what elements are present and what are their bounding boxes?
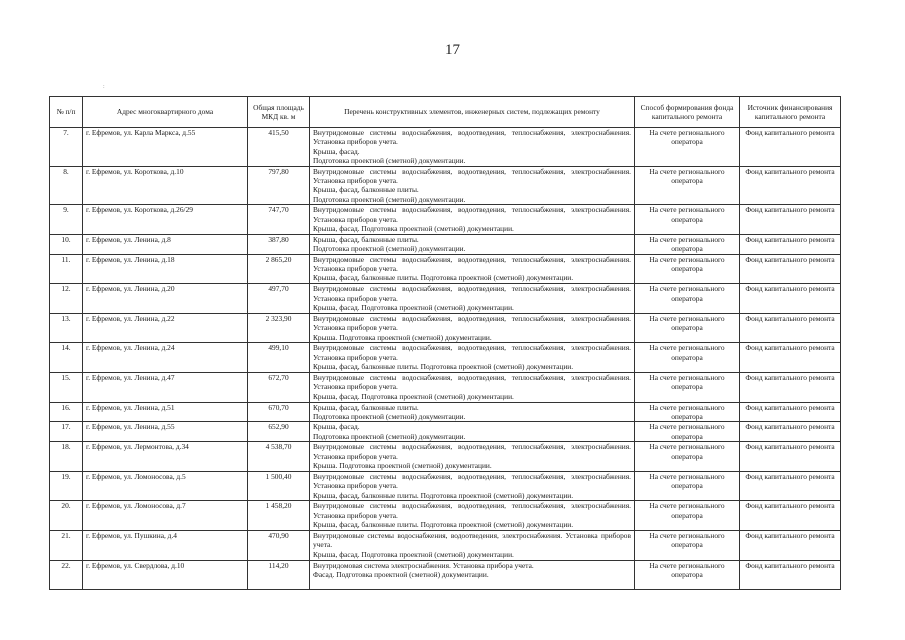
row-address: г. Ефремов, ул. Ломоносова, д.5 [83, 471, 248, 501]
row-finance-source: Фонд капитального ремонта [740, 254, 841, 284]
row-area: 470,90 [248, 531, 310, 561]
row-fund-method: На счете регионального оператора [635, 531, 740, 561]
row-address: г. Ефремов, ул. Ленина, д.47 [83, 373, 248, 403]
row-fund-method: На счете регионального оператора [635, 254, 740, 284]
row-finance-source: Фонд капитального ремонта [740, 343, 841, 373]
row-works [310, 254, 635, 284]
table-row [50, 442, 841, 472]
row-works [310, 373, 635, 403]
row-area: 672,70 [248, 373, 310, 403]
row-number: 21. [50, 531, 83, 561]
work-item: Фасад. Подготовка проектной (сметной) документации. [313, 570, 489, 580]
row-area: 4 538,70 [248, 442, 310, 472]
table-row [50, 373, 841, 403]
row-area: 2 323,90 [248, 313, 310, 343]
table-row [50, 128, 841, 167]
row-number: 17. [50, 422, 83, 442]
work-item: Внутридомовые системы водоснабжения, водоотведения, теплоснабжения, электроснабжения. Установка приборов учета. [313, 471, 631, 491]
work-item: Внутридомовые системы водоснабжения, водоотведения, теплоснабжения, электроснабжения. Установка приборов учета. [313, 343, 631, 362]
row-address: г. Ефремов, ул. Пушкина, д.4 [83, 531, 248, 561]
row-finance-source: Фонд капитального ремонта [740, 128, 841, 167]
scan-artifact: : [103, 84, 105, 90]
row-area: 652,90 [248, 422, 310, 442]
work-item: Крыша, фасад. Подготовка проектной (сметной) документации. [313, 303, 514, 313]
row-works [310, 560, 635, 590]
work-item: Внутридомовые системы водоснабжения, водоотведения, теплоснабжения, электроснабжения. Установка приборов учета. [313, 254, 631, 274]
row-finance-source: Фонд капитального ремонта [740, 284, 841, 314]
row-address: г. Ефремов, ул. Короткова, д.26/29 [83, 205, 248, 235]
row-works [310, 128, 635, 167]
header-source: Источник финансирования капитального ремонта [740, 97, 841, 128]
work-item: Подготовка проектной (сметной) документации. [313, 412, 466, 422]
row-finance-source: Фонд капитального ремонта [740, 402, 841, 422]
row-fund-method: На счете регионального оператора [635, 560, 740, 590]
work-item: Внутридомовые системы водоснабжения, водоотведения, теплоснабжения, электроснабжения. Установка приборов учета. [313, 501, 631, 520]
row-finance-source: Фонд капитального ремонта [740, 205, 841, 235]
work-item: Внутридомовая система электроснабжения. Установка прибора учета. [313, 560, 534, 570]
row-works [310, 205, 635, 235]
row-fund-method: На счете регионального оператора [635, 166, 740, 205]
header-num: № п/п [50, 97, 83, 128]
table-body [50, 128, 841, 590]
work-item: Подготовка проектной (сметной) документации. [313, 194, 466, 204]
row-fund-method: На счете регионального оператора [635, 422, 740, 442]
work-item: Внутридомовые системы водоснабжения, водоотведения, теплоснабжения, электроснабжения. Установка приборов учета. [313, 313, 631, 333]
row-number: 10. [50, 234, 83, 254]
row-finance-source: Фонд капитального ремонта [740, 501, 841, 531]
table-row [50, 234, 841, 254]
repair-table [49, 96, 841, 590]
work-item: Внутридомовые системы водоснабжения, водоотведения, теплоснабжения, электроснабжения. Установка приборов учета. [313, 205, 631, 224]
work-item: Внутридомовые системы водоснабжения, водоотведения, теплоснабжения, электроснабжения. Установка приборов учета. [313, 128, 631, 147]
table-row [50, 471, 841, 501]
row-works [310, 442, 635, 472]
row-address: г. Ефремов, ул. Лермонтова, д.34 [83, 442, 248, 472]
row-area: 415,50 [248, 128, 310, 167]
row-number: 15. [50, 373, 83, 403]
row-area: 797,80 [248, 166, 310, 205]
row-address: г. Ефремов, ул. Ломоносова, д.7 [83, 501, 248, 531]
row-address: г. Ефремов, ул. Ленина, д.55 [83, 422, 248, 442]
row-number: 19. [50, 471, 83, 501]
work-item: Крыша. Подготовка проектной (сметной) документации. [313, 461, 492, 471]
work-item: Подготовка проектной (сметной) документации. [313, 156, 466, 166]
row-works [310, 284, 635, 314]
row-address: г. Ефремов, ул. Ленина, д.24 [83, 343, 248, 373]
work-item: Подготовка проектной (сметной) документации. [313, 431, 466, 441]
work-item: Подготовка проектной (сметной) документации. [313, 244, 466, 254]
row-works [310, 234, 635, 254]
header-area: Общая площадь МКД кв. м [248, 97, 310, 128]
header-address: Адрес многоквартирного дома [83, 97, 248, 128]
work-item: Крыша, фасад. [313, 146, 360, 156]
row-fund-method: На счете регионального оператора [635, 234, 740, 254]
row-finance-source: Фонд капитального ремонта [740, 442, 841, 472]
row-address: г. Ефремов, ул. Свердлова, д.10 [83, 560, 248, 590]
row-finance-source: Фонд капитального ремонта [740, 234, 841, 254]
work-item: Крыша, фасад, балконные плиты. Подготовка проектной (сметной) документации. [313, 490, 574, 500]
work-item: Крыша, фасад, балконные плиты. [313, 234, 419, 244]
row-number: 7. [50, 128, 83, 167]
row-fund-method: На счете регионального оператора [635, 501, 740, 531]
table-header [50, 97, 841, 128]
row-finance-source: Фонд капитального ремонта [740, 422, 841, 442]
row-works [310, 531, 635, 561]
row-fund-method: На счете регионального оператора [635, 284, 740, 314]
work-item: Крыша, фасад. Подготовка проектной (сметной) документации. [313, 224, 514, 234]
work-item: Крыша, фасад, балконные плиты. Подготовка проектной (сметной) документации. [313, 273, 574, 283]
row-address: г. Ефремов, ул. Короткова, д.10 [83, 166, 248, 205]
row-address: г. Ефремов, ул. Карла Маркса, д.55 [83, 128, 248, 167]
row-works [310, 343, 635, 373]
row-finance-source: Фонд капитального ремонта [740, 531, 841, 561]
row-finance-source: Фонд капитального ремонта [740, 560, 841, 590]
table-row [50, 560, 841, 590]
work-item: Внутридомовые системы водоснабжения, водоотведения, теплоснабжения, электроснабжения. Установка приборов учета. [313, 373, 631, 392]
row-address: г. Ефремов, ул. Ленина, д.20 [83, 284, 248, 314]
table-row [50, 422, 841, 442]
row-works [310, 402, 635, 422]
work-item: Крыша. Подготовка проектной (сметной) документации. [313, 332, 492, 342]
work-item: Крыша, фасад. Подготовка проектной (сметной) документации. [313, 391, 514, 401]
row-works [310, 166, 635, 205]
row-number: 14. [50, 343, 83, 373]
work-item: Крыша, фасад. [313, 422, 360, 432]
row-area: 387,80 [248, 234, 310, 254]
row-area: 1 500,40 [248, 471, 310, 501]
row-number: 20. [50, 501, 83, 531]
row-number: 16. [50, 402, 83, 422]
work-item: Внутридомовые системы водоснабжения, водоотведения, теплоснабжения, электроснабжения. Установка приборов учета. [313, 284, 631, 303]
row-fund-method: На счете регионального оператора [635, 402, 740, 422]
row-number: 18. [50, 442, 83, 472]
row-number: 12. [50, 284, 83, 314]
row-number: 13. [50, 313, 83, 343]
row-works [310, 422, 635, 442]
row-area: 747,70 [248, 205, 310, 235]
row-works [310, 501, 635, 531]
table-row [50, 254, 841, 284]
row-fund-method: На счете регионального оператора [635, 373, 740, 403]
row-address: г. Ефремов, ул. Ленина, д.18 [83, 254, 248, 284]
row-address: г. Ефремов, ул. Ленина, д.51 [83, 402, 248, 422]
row-fund-method: На счете регионального оператора [635, 128, 740, 167]
table-row [50, 531, 841, 561]
row-finance-source: Фонд капитального ремонта [740, 373, 841, 403]
row-number: 22. [50, 560, 83, 590]
row-works [310, 313, 635, 343]
table-row [50, 284, 841, 314]
row-address: г. Ефремов, ул. Ленина, д.22 [83, 313, 248, 343]
table-row [50, 501, 841, 531]
row-number: 11. [50, 254, 83, 284]
work-item: Крыша, фасад, балконные плиты. Подготовка проектной (сметной) документации. [313, 362, 574, 372]
row-area: 1 458,20 [248, 501, 310, 531]
table-row [50, 313, 841, 343]
row-area: 670,70 [248, 402, 310, 422]
row-area: 114,20 [248, 560, 310, 590]
row-finance-source: Фонд капитального ремонта [740, 166, 841, 205]
work-item: Крыша, фасад. Подготовка проектной (сметной) документации. [313, 549, 514, 559]
row-fund-method: На счете регионального оператора [635, 343, 740, 373]
table-row [50, 205, 841, 235]
table-row [50, 343, 841, 373]
row-finance-source: Фонд капитального ремонта [740, 471, 841, 501]
row-area: 497,70 [248, 284, 310, 314]
row-fund-method: На счете регионального оператора [635, 471, 740, 501]
row-works [310, 471, 635, 501]
header-method: Способ формирования фонда капитального ремонта [635, 97, 740, 128]
table-row [50, 166, 841, 205]
row-number: 8. [50, 166, 83, 205]
work-item: Внутридомовые системы водоснабжения, водоотведения, теплоснабжения, электроснабжения. Установка приборов учета. [313, 166, 631, 186]
row-area: 2 865,20 [248, 254, 310, 284]
row-fund-method: На счете регионального оператора [635, 442, 740, 472]
page-number: 17 [445, 42, 460, 58]
row-fund-method: На счете регионального оператора [635, 205, 740, 235]
header-works: Перечень конструктивных элементов, инженерных систем, подлежащих ремонту [310, 97, 635, 128]
row-fund-method: На счете регионального оператора [635, 313, 740, 343]
work-item: Крыша, фасад, балконные плиты. [313, 402, 419, 412]
work-item: Крыша, фасад, балконные плиты. [313, 185, 419, 195]
row-address: г. Ефремов, ул. Ленина, д.8 [83, 234, 248, 254]
work-item: Крыша, фасад, балконные плиты. Подготовка проектной (сметной) документации. [313, 520, 574, 530]
work-item: Внутридомовые системы водоснабжения, водоотведения, теплоснабжения, электроснабжения. Установка приборов учета. [313, 442, 631, 461]
table-row [50, 402, 841, 422]
row-finance-source: Фонд капитального ремонта [740, 313, 841, 343]
row-number: 9. [50, 205, 83, 235]
work-item: Внутридомовые системы водоснабжения, водоотведения, электроснабжения. Установка приборов учета. [313, 531, 631, 550]
row-area: 499,10 [248, 343, 310, 373]
